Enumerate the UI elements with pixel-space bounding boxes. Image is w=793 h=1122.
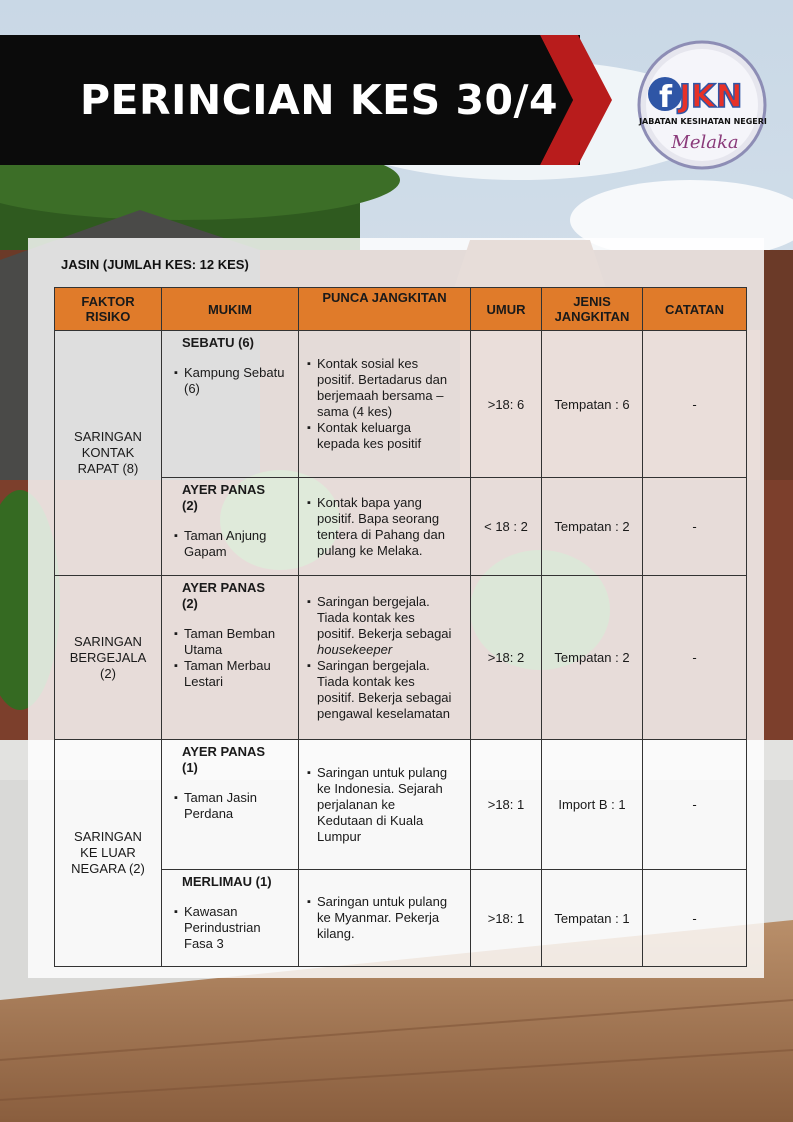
area-title: AYER PANAS (1) — [182, 744, 266, 775]
punca-item: ▪ Saringan bergejala. Tiada kontak kes positif. Bekerja sebagai pengawal keselamatan — [307, 658, 464, 722]
umur-cell: >18: 1 — [471, 870, 542, 967]
jkn-melaka-logo — [637, 40, 767, 170]
mukim-cell — [162, 331, 299, 478]
punca-cell — [299, 870, 471, 967]
table-row — [55, 740, 747, 870]
faktor-cell: SARINGAN KONTAK RAPAT (8) — [55, 331, 162, 576]
area-title: MERLIMAU (1) — [182, 874, 272, 889]
jenis-cell: Tempatan : 2 — [542, 576, 643, 740]
header-mukim: MUKIM — [162, 288, 299, 331]
area-title: SEBATU (6) — [182, 335, 254, 350]
punca-cell — [299, 331, 471, 478]
punca-item: ▪ Kontak sosial kes positif. Bertadarus dan berjemaah bersama – sama (4 kes) — [307, 356, 464, 420]
punca-item: ▪ Saringan untuk pulang ke Indonesia. Sejarah perjalanan ke Kedutaan di Kuala Lumpur — [307, 765, 464, 845]
punca-item: ▪ Saringan bergejala. Tiada kontak kes positif. Bekerja sebagai housekeeper — [307, 594, 464, 658]
logo-letter: f — [659, 80, 673, 115]
catatan-cell: - — [643, 870, 747, 967]
logo-abbr: JKN — [679, 77, 743, 115]
place-item: ▪ Taman Merbau Lestari — [174, 658, 294, 690]
header-faktor: FAKTOR RISIKO — [55, 288, 162, 331]
umur-cell: >18: 6 — [471, 331, 542, 478]
place-item: ▪ Taman Anjung Gapam — [174, 528, 294, 560]
area-title: AYER PANAS (2) — [182, 580, 266, 611]
place-item: ▪ Taman Bemban Utama — [174, 626, 294, 658]
punca-item: ▪ Saringan untuk pulang ke Myanmar. Pekerja kilang. — [307, 894, 464, 942]
mukim-cell — [162, 740, 299, 870]
table-row — [55, 576, 747, 740]
catatan-cell: - — [643, 740, 747, 870]
logo-name: JABATAN KESIHATAN NEGERI — [639, 117, 767, 126]
punca-item: ▪ Kontak keluarga kepada kes positif — [307, 420, 464, 452]
section-title: JASIN (JUMLAH KES: 12 KES) — [61, 257, 249, 272]
jenis-cell: Tempatan : 6 — [542, 331, 643, 478]
punca-item: ▪ Kontak bapa yang positif. Bapa seorang tentera di Pahang dan pulang ke Melaka. — [307, 495, 464, 559]
punca-cell — [299, 478, 471, 576]
umur-cell: >18: 1 — [471, 740, 542, 870]
header-punca: PUNCA JANGKITAN — [299, 288, 471, 331]
mukim-cell — [162, 576, 299, 740]
header-jenis: JENIS JANGKITAN — [542, 288, 643, 331]
table-row — [55, 331, 747, 478]
umur-cell: < 18 : 2 — [471, 478, 542, 576]
faktor-cell: SARINGAN BERGEJALA (2) — [55, 576, 162, 740]
mukim-cell — [162, 478, 299, 576]
header-umur: UMUR — [471, 288, 542, 331]
mukim-cell — [162, 870, 299, 967]
catatan-cell: - — [643, 331, 747, 478]
faktor-cell: SARINGAN KE LUAR NEGARA (2) — [55, 740, 162, 967]
jenis-cell: Tempatan : 2 — [542, 478, 643, 576]
header-catatan: CATATAN — [643, 288, 747, 331]
area-title: AYER PANAS (2) — [182, 482, 266, 513]
place-item: ▪ Kampung Sebatu (6) — [174, 365, 294, 397]
punca-cell — [299, 740, 471, 870]
punca-cell — [299, 576, 471, 740]
table-header-row — [55, 288, 747, 331]
jenis-cell: Import B : 1 — [542, 740, 643, 870]
jenis-cell: Tempatan : 1 — [542, 870, 643, 967]
case-table — [54, 287, 747, 967]
place-item: ▪ Kawasan Perindustrian Fasa 3 — [174, 904, 294, 952]
catatan-cell: - — [643, 478, 747, 576]
logo-state: Melaka — [671, 132, 739, 153]
place-item: ▪ Taman Jasin Perdana — [174, 790, 294, 822]
page-title: PERINCIAN KES 30/4 — [80, 76, 558, 124]
catatan-cell: - — [643, 576, 747, 740]
umur-cell: >18: 2 — [471, 576, 542, 740]
